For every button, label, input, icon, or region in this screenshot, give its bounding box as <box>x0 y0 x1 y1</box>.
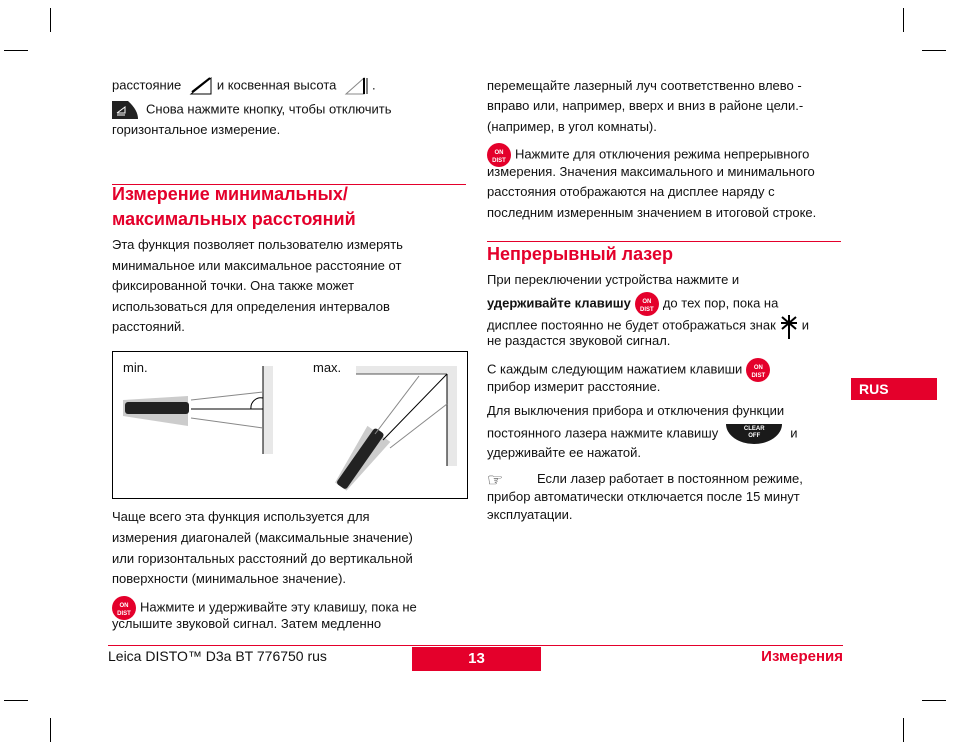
intro-line: расстояние и косвенная высота . <box>112 76 376 96</box>
text-line: прибор измерит расстояние. <box>487 379 661 394</box>
text-line: прибор автоматически отключается после 15 минут <box>487 489 800 504</box>
on-dist-key-icon: ON DIST <box>746 358 770 382</box>
text-line: постоянного лазера нажмите клавишу CLEAR OFF и <box>487 424 798 444</box>
text-line: ON DIST Нажмите и удерживайте эту клавишу, пока не <box>108 596 417 620</box>
text-line: ☞ Если лазер работает в постоянном режиме, <box>487 469 803 490</box>
crop-mark <box>4 50 28 51</box>
text-line: Эта функция позволяет пользователю измерять <box>112 237 403 252</box>
text-line: или горизонтальных расстояний до вертикальной <box>112 551 413 566</box>
min-max-figure <box>112 351 468 499</box>
on-dist-key-icon: ON DIST <box>112 596 136 620</box>
text-line: не раздастся звуковой сигнал. <box>487 333 671 348</box>
language-tab: RUS <box>851 378 937 400</box>
height-triangle-icon <box>344 76 368 96</box>
crop-mark <box>50 8 51 32</box>
text-line: При переключении устройства нажмите и <box>487 272 740 287</box>
crop-mark <box>4 700 28 701</box>
text-line: расстояний. <box>112 319 185 334</box>
pointing-hand-icon: ☞ <box>487 469 504 490</box>
section-heading: Непрерывный лазер <box>487 244 674 264</box>
clear-off-key-icon: CLEAR OFF <box>726 424 782 444</box>
distance-triangle-icon <box>189 76 213 96</box>
text-line: измерения. Значения максимального и минимального <box>487 164 815 179</box>
section-heading: Измерение минимальных/ <box>112 184 348 204</box>
page-number: 13 <box>412 647 541 671</box>
min-max-diagram <box>113 352 467 498</box>
intro-line: Снова нажмите кнопку, чтобы отключить <box>112 101 392 119</box>
text-line: перемещайте лазерный луч соответственно влево - <box>487 78 802 93</box>
text-line: минимальное или максимальное расстояние от <box>112 258 402 273</box>
text-line: С каждым следующим нажатием клавиши ON DIST <box>487 358 774 382</box>
text-line: удерживайте ее нажатой. <box>487 445 642 460</box>
text-line: измерения диагоналей (максимальные значение) <box>112 530 413 545</box>
crop-mark <box>903 718 904 742</box>
intro-line: горизонтальное измерение. <box>112 122 281 137</box>
text-line: (например, в угол комнаты). <box>487 119 657 134</box>
text-line: услышите звуковой сигнал. Затем медленно <box>112 616 382 631</box>
crop-mark <box>50 718 51 742</box>
text-line: расстояния отображаются на дисплее наряду с <box>487 184 775 199</box>
section-heading: максимальных расстояний <box>112 209 356 229</box>
text-line: дисплее постоянно не будет отображаться знак и <box>487 313 809 339</box>
text-line: Чаще всего эта функция используется для <box>112 509 370 524</box>
crop-mark <box>903 8 904 32</box>
text-line: последним измеренным значением в итоговой строке. <box>487 205 817 220</box>
crop-mark <box>922 50 946 51</box>
text-line: вправо или, например, вверх и вниз в районе цели.- <box>487 98 804 113</box>
max-label: max. <box>313 360 342 375</box>
laser-star-icon <box>779 313 799 339</box>
text-line: удерживайте клавишу ON DIST до тех пор, пока на <box>487 292 778 316</box>
section-rule <box>487 241 841 242</box>
text-line: эксплуатации. <box>487 507 573 522</box>
horizontal-measure-key-icon <box>112 101 138 119</box>
footer-doc-title: Leica DISTO™ D3a BT 776750 rus <box>108 648 327 664</box>
text-line: фиксированной точки. Она также может <box>112 278 355 293</box>
footer-rule <box>108 645 843 646</box>
on-dist-key-icon: ON DIST <box>487 143 511 167</box>
text-line: Для выключения прибора и отключения функции <box>487 403 785 418</box>
text-line: поверхности (минимальное значение). <box>112 571 347 586</box>
crop-mark <box>922 700 946 701</box>
min-label: min. <box>123 360 148 375</box>
footer-section-title: Измерения <box>761 648 843 665</box>
text-line: использоваться для определения интервалов <box>112 299 390 314</box>
text-line: ON DIST Нажмите для отключения режима непрерывного <box>483 143 809 167</box>
on-dist-key-icon: ON DIST <box>635 292 659 316</box>
